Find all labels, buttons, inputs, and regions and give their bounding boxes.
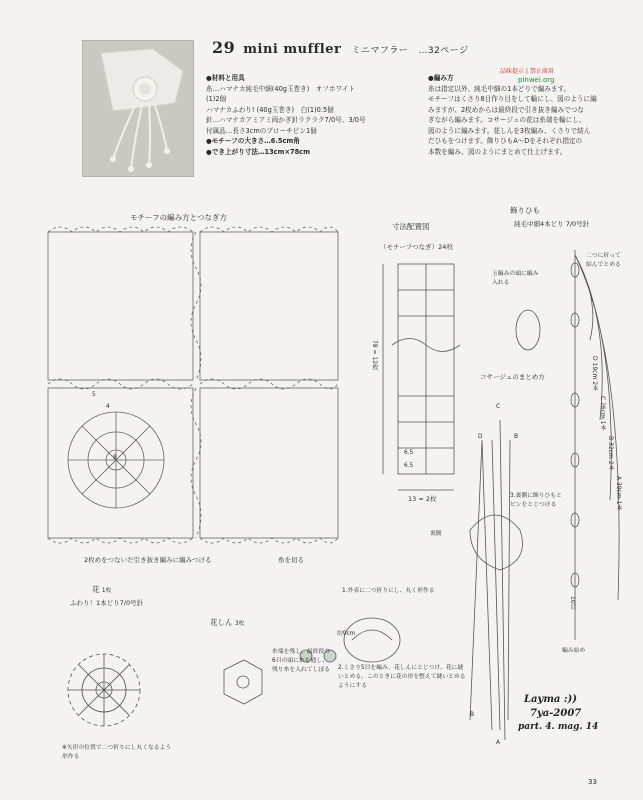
cord-start-label: 編み始め — [562, 648, 586, 654]
cord-yarn: 純毛中細4本どり 7/0号針 — [514, 220, 590, 228]
layout-cell-label: 6.5 — [404, 450, 414, 456]
corsage-letter: B — [514, 434, 518, 440]
corsage-step1: 1.外表に二つ折りにし、丸く形作る — [342, 588, 435, 594]
materials-heading: ●材料と用具 — [206, 74, 245, 82]
corsage-step2: 2.くさり5目を編み、花しんにとじつけ、花に縫いとめる。このときに花の形を整えて縫いとめるようにする — [338, 665, 466, 689]
corsage-letter: B — [470, 712, 474, 718]
flower-yarn: ふわり！1本どり7/0号針 — [70, 599, 144, 607]
page-number: 33 — [588, 778, 597, 786]
flower-core-title-text: 花しん — [210, 618, 233, 627]
stamp-text: 品味提示 | 禁止商用 — [500, 68, 554, 75]
layout-width-label: 13 = 2枚 — [408, 495, 437, 503]
cord-label-b: B 32cm 2本 — [607, 436, 614, 471]
method-line: モチーフはくさり8目作り目をして輪にし、図のように編 — [428, 95, 597, 103]
motif-section-title: モチーフの編み方とつなぎ方 — [130, 213, 227, 222]
flower-core-count: 3枚 — [234, 621, 245, 627]
motif-center-label: 8 — [113, 455, 117, 461]
cord-label-d: D 19cm 2本 — [591, 356, 598, 392]
method-line: 図のように編みます。花しんを3枚編み、くさりで結ん — [428, 126, 591, 135]
page-reference: …32ページ — [418, 46, 469, 56]
flower-core-note: 糸端を残し、最終段の6目の頭に糸を通し、残り糸を入れてしぼる — [272, 649, 330, 673]
materials-line: ●モチーフの大きさ…6.5cm角 — [206, 137, 300, 145]
method-line: 本数を編み、図のようにまとめて仕上げます。 — [428, 147, 567, 156]
corsage-step3: 3.裏側に飾りひもとピンをとじつける — [510, 493, 562, 508]
watermark-line: part. 4. mag. 14 — [518, 722, 599, 732]
motif-chart — [48, 227, 338, 543]
cord-diagram — [516, 250, 619, 640]
corsage-letter: A — [496, 740, 500, 746]
corsage-size: 約9cm — [337, 631, 356, 637]
flower-title-text: 花 — [92, 585, 100, 594]
pattern-name-ja: ミニマフラー — [351, 46, 409, 56]
corsage-section-title: コサージュのまとめ方 — [480, 373, 545, 381]
motif-legend-join: 2枚めをつないだ引き抜き編みに編みつける — [84, 556, 212, 564]
cord-eye-label: 10目 — [569, 596, 576, 610]
cord-label-a: A 39cm 1本 — [615, 476, 622, 511]
pattern-name-en: mini muffler — [243, 42, 342, 57]
motif-round-label: 4 — [106, 404, 110, 410]
motif-legend-cut: 糸を切る — [278, 556, 304, 564]
layout-height-label: 78 = 12枚 — [371, 340, 378, 371]
method-line: ぎながら編みます。コサージュの花は糸端を輪にし、 — [428, 116, 586, 124]
motif-round-label: 5 — [92, 392, 96, 398]
flower-title — [92, 584, 111, 595]
materials-line: ハマナカふわり! (40g玉巻き) 白(1)0.5個 — [206, 105, 334, 114]
corsage-letter: C — [496, 404, 501, 410]
method-line: 糸は指定以外、純毛中細の1本どりで編みます。 — [428, 84, 571, 93]
layout-section-title: 寸法配置図 — [392, 222, 430, 231]
materials-line: 糸…ハマナカ純毛中細(40g玉巻き) オフホワイト — [206, 84, 356, 93]
flower-core-title — [210, 617, 244, 628]
cord-label-c: C 26cm 1本 — [599, 396, 606, 431]
corsage-diagram — [344, 420, 523, 740]
method-line: だひもをつけます。飾りひもA〜Dをそれぞれ指定の — [428, 137, 583, 145]
pattern-number: 29 — [212, 38, 236, 57]
flower-chart — [68, 654, 140, 726]
watermark-line: Layma :)) — [524, 694, 578, 705]
flower-note: ※矢印の位置で二つ折りにし丸くなるよう形作る — [62, 745, 172, 760]
materials-line: (1)2個 — [206, 95, 227, 103]
cord-ball-note: 玉編みの頭に編み入れる — [492, 271, 539, 286]
corsage-back-label: 裏側 — [430, 531, 442, 537]
materials-line: 針…ハマナカアミアミ両かぎ針ラクラク7/0号、3/0号 — [206, 116, 366, 124]
method-heading: ●編み方 — [428, 74, 454, 82]
materials-line: ●でき上がり寸法…13cm×78cm — [206, 147, 310, 156]
layout-diagram — [383, 264, 460, 490]
materials-line: 付属品…長さ3cmのブローチピン1個 — [206, 126, 317, 135]
corsage-letter: D — [478, 434, 483, 440]
layout-cell-label: 6.5 — [404, 463, 414, 469]
flower-count: 1枚 — [101, 588, 112, 594]
stamp-site: pinwei.org — [518, 76, 555, 84]
cord-section-title: 飾りひも — [510, 206, 540, 215]
layout-subtitle: （モチーフつなぎ）24枚 — [380, 243, 453, 251]
watermark-line: 7ya-2007 — [530, 708, 582, 719]
cord-fold-note: 二つに折って結んでとめる — [586, 253, 621, 268]
method-line: みますが、2枚めからは最終段で引き抜き編みでつな — [428, 105, 584, 114]
